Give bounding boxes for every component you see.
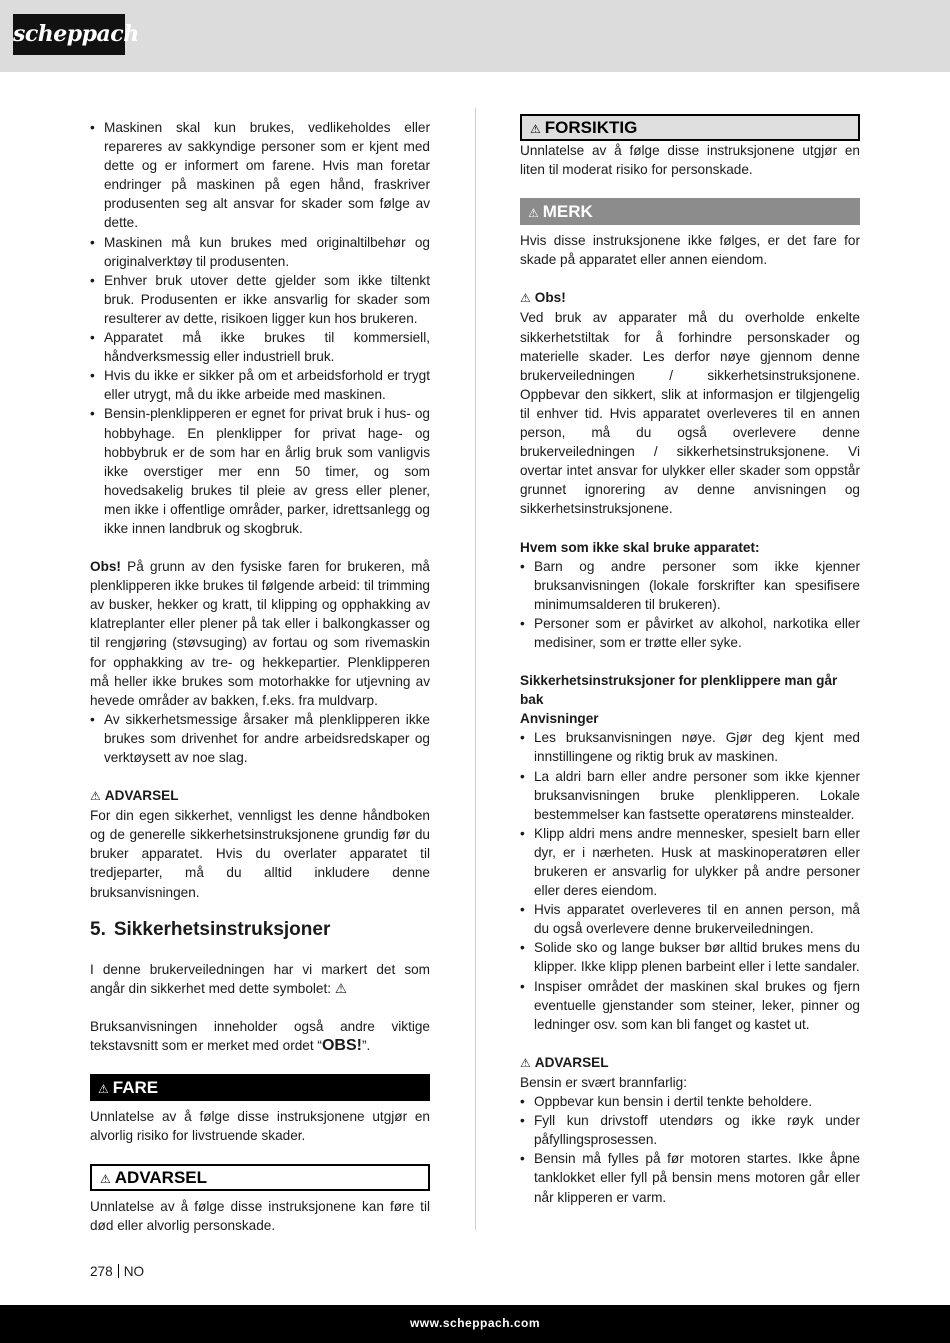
merk-text: Hvis disse instruksjonene ikke følges, er det fare for skade på apparatet eller annen eiendom. [520,233,860,268]
advarsel-heading: ⚠ ADVARSEL [90,786,430,806]
forsiktig-text: Unnlatelse av å følge disse instruksjonene utgjør en liten til moderat risiko for personskade. [520,143,860,178]
intro-paragraph-1: I denne brukerveiledningen har vi markert det som angår din sikkerhet med dette symbolet: ⚠ [90,961,430,996]
warning-icon: ⚠ [100,1172,111,1187]
advarsel-banner: ⚠ ADVARSEL [90,1164,430,1191]
page-number: 278 NO [90,1264,145,1279]
merk-banner: ⚠ MERK [520,198,860,225]
safety-bullet-list [90,710,430,767]
intro-paragraph-2: Bruksanvisningen inneholder også andre viktige tekstavsnitt som er merket med ordet “OBS!”. [90,1018,430,1054]
advarsel-box-text: Unnlatelse av å følge disse instruksjonene kan føre til død eller alvorlig personskade. [90,1199,430,1234]
list-item: • Klipp aldri mens andre mennesker, spesielt barn eller dyr, er i nærheten. Husk at maskinoperatøren eller brukeren er ansvarlig for ulykker på andre personer eller deres eiendom. [520,824,860,900]
warning-icon: ⚠ [98,1082,109,1097]
column-divider [475,108,476,1230]
obs-word: OBS! [321,1036,362,1054]
forsiktig-banner: ⚠ FORSIKTIG [520,114,860,141]
website-link[interactable]: www.scheppach.com [409,1316,541,1330]
advarsel-text: For din egen sikkerhet, vennligst les denne håndboken og de generelle sikkerhetsinstruksjonene grundig før du bruker apparatet. Hvis du overlater apparatet til tredjeparter, må du alltid inkludere denne bruksanvisningen. [90,808,430,900]
advarsel-intro: Bensin er svært brannfarlig: [520,1074,687,1090]
section-title-text: Sikkerhetsinstruksjoner [113,918,331,940]
language-code: NO [123,1264,145,1279]
warning-icon: ⚠ [520,1055,531,1070]
warning-icon: ⚠ [530,122,541,136]
left-column [90,118,430,1235]
list-item: • Hvis du ikke er sikker på om et arbeidsforhold er trygt eller utrygt, må du ikke arbeide med maskinen. [90,366,430,404]
usage-bullet-list [90,118,430,538]
section-number: 5. [90,918,106,940]
obs-text: På grunn av den fysiske faren for brukeren, må plenklipperen ikke brukes til følgende arbeid: til trimming av busker, hekker og kratt, til klipping og opphakking av klatreplanter eller plener på tak eller i balkongkasser og til rengjøring (støvsuging) av fortau og som rivemaskin for opphakking av tre- og hekkepartier. Plenklipperen må heller ikke brukes som motorhakke for utjevning av hevede områder av bakken, f.eks. fra muldvarp. [90,559,430,708]
page-footer [0,1305,950,1343]
list-item: • La aldri barn eller andre personer som ikke kjenner bruksanvisningen bruke plenklipperen. Lokale bestemmelser kan fastsette operatørens minstealder. [520,767,860,824]
anvisninger-bullet-list [520,728,860,1034]
list-item: • Enhver bruk utover dette gjelder som ikke tiltenkt bruk. Produsenten er ikke ansvarlig for skader som resulterer av dette, risikoen ligger kun hos brukeren. [90,271,430,328]
sikkerhet-heading: Sikkerhetsinstruksjoner for plenklippere man går bak [520,673,838,708]
list-item: • Les bruksanvisningen nøye. Gjør deg kjent med innstillingene og riktig bruk av maskinen. [520,728,860,766]
list-item: • Maskinen skal kun brukes, vedlikeholdes eller repareres av sakkyndige personer som er kjent med dette og er informert om farene. Hvis man foretar endringer på maskinen på egen hånd, fraskriver produsenten seg alt ansvar for skader som følge av dette. [90,118,430,233]
right-column [520,118,860,1207]
obs-text: Ved bruk av apparater må du overholde enkelte sikkerhetstiltak for å forhindre personskader og materielle skader. Les derfor nøye gjennom denne brukerveiledningen / sikkerhetsinstruksjonene. Oppbevar den sikkert, slik at informasjon er tilgjengelig til enhver tid. Hvis apparatet overleveres til en annen person, må du også overlevere denne brukerveiledningen / sikkerhetsinstruksjonene. Vi overtar intet ansvar for ulykker eller skader som oppstår grunnet ignorering av denne anvisningen og sikkerhetsinstruksjonene. [520,310,860,517]
warning-icon: ⚠ [528,206,539,221]
list-item: • Oppbevar kun bensin i dertil tenkte beholdere. [520,1092,860,1111]
hvem-bullet-list [520,557,860,652]
fare-text: Unnlatelse av å følge disse instruksjonene utgjør en alvorlig risiko for livstruende skader. [90,1109,430,1144]
list-item: • Bensin-plenklipperen er egnet for privat bruk i hus- og hobbyhage. En plenklipper for privat hage- og hobbybruk er de som har en årlig bruk som vanligvis ikke overstiger mer enn 50 timer, og som hovedsakelig brukes til pleie av gress eller plener, men ikke i offentlige områder, parker, idrettsanlegg og ikke innen landbruk og skogbruk. [90,404,430,538]
list-item: • Bensin må fylles på før motoren startes. Ikke åpne tanklokket eller fyll på bensin mens motoren går eller når klipperen er varm. [520,1149,860,1206]
list-item: • Apparatet må ikke brukes til kommersiell, håndverksmessig eller industriell bruk. [90,328,430,366]
list-item: • Hvis apparatet overleveres til en annen person, må du også overlevere denne brukerveiledningen. [520,900,860,938]
fare-banner: ⚠ FARE [90,1074,430,1101]
page-header [0,0,950,72]
warning-icon: ⚠ [90,789,101,804]
list-item: • Barn og andre personer som ikke kjenner bruksanvisningen (lokale forskrifter kan spesifisere minimumsalderen til brukeren). [520,557,860,614]
bensin-bullet-list [520,1092,860,1207]
section-title [90,918,430,942]
obs-label: Obs! [90,559,121,575]
list-item: • Personer som er påvirket av alkohol, narkotika eller medisiner, som er trøtte eller syke. [520,614,860,652]
obs-paragraph [90,557,430,710]
list-item: • Maskinen må kun brukes med originaltilbehør og originalverktøy til produsenten. [90,233,430,271]
list-item: • Fyll kun drivstoff utendørs og ikke røyk under påfyllingsprosessen. [520,1111,860,1149]
scheppach-logo: scheppach [13,14,125,55]
advarsel-heading-right: ⚠ ADVARSEL [520,1053,860,1073]
list-item: • Inspiser området der maskinen skal brukes og fjern eventuelle gjenstander som steiner, leker, pinner og ledninger osv. som kan bli fanget og kastet ut. [520,977,860,1034]
list-item: • Av sikkerhetsmessige årsaker må plenklipperen ikke brukes som drivenhet for andre arbeidsredskaper og verktøysett av noe slag. [90,710,430,767]
hvem-heading: Hvem som ikke skal bruke apparatet: [520,539,760,555]
obs-heading: ⚠ Obs! [520,288,860,308]
list-item: • Solide sko og lange bukser bør alltid brukes mens du klipper. Ikke klipp plenen barbeint eller i lette sandaler. [520,938,860,976]
warning-icon: ⚠ [520,291,531,306]
anvisninger-heading: Anvisninger [520,711,599,727]
